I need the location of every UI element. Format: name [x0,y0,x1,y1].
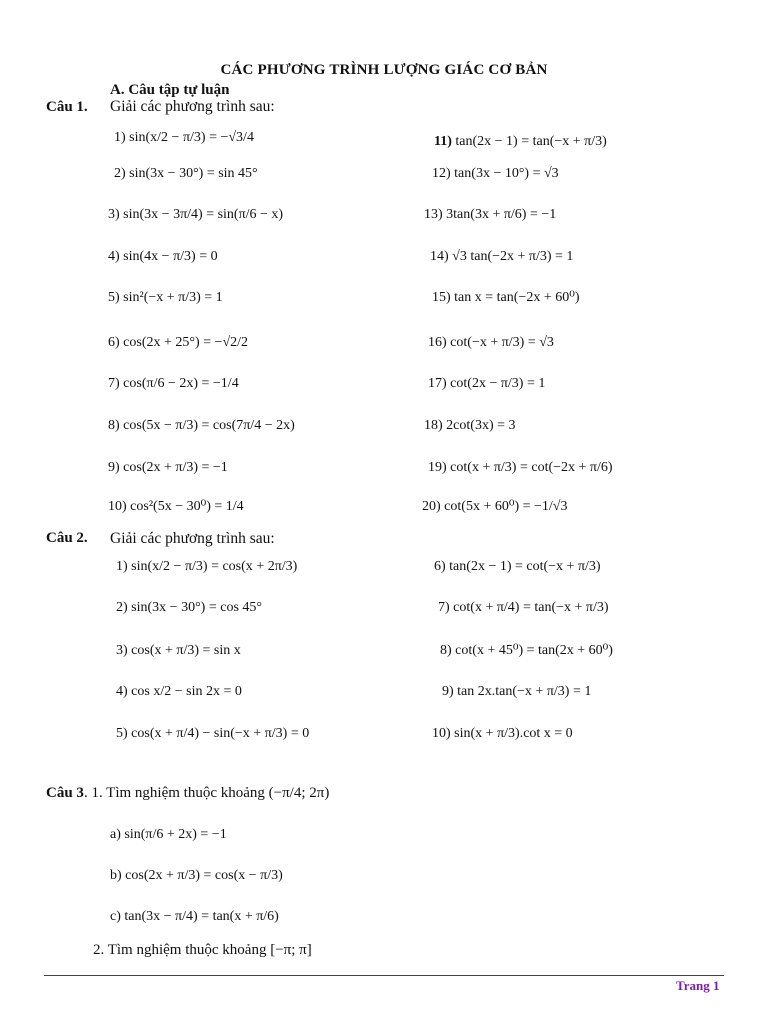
item-number: 20) [422,499,441,514]
item-number: 3) [116,643,128,658]
question-3-label: Câu 3 [46,785,84,801]
equation-item [438,598,609,618]
equation-item [108,374,239,394]
item-number: 8) [108,418,120,433]
equation-text: tan(2x − 1) = cot(−x + π/3) [449,559,601,574]
equation-text: sin(3x − 30°) = sin 45° [129,166,258,181]
equation-item [110,866,283,886]
question-3-part-2: 2. Tìm nghiệm thuộc khoảng [−π; π] [93,942,312,958]
equation-item [108,205,283,225]
equation-item [108,497,244,517]
item-number: 4) [116,684,128,699]
item-number: 1) [114,130,126,145]
equation-item [108,416,295,436]
item-number: 18) [424,418,443,433]
item-number: 10) [108,499,127,514]
equation-text: cos(x + π/4) − sin(−x + π/3) = 0 [131,726,310,741]
equation-text: tan(3x − π/4) = tan(x + π/6) [124,909,279,924]
item-number: 14) [430,249,449,264]
equation-text: cot(x + π/4) = tan(−x + π/3) [453,600,609,615]
equation-text: cot(x + 45⁰) = tan(2x + 60⁰) [455,643,613,658]
equation-item [116,641,241,661]
item-number: 10) [432,726,451,741]
equation-text: cot(−x + π/3) = √3 [450,335,554,350]
equation-text: sin(3x − 3π/4) = sin(π/6 − x) [123,207,284,222]
page-number: Trang 1 [676,978,720,993]
equation-text: √3 tan(−2x + π/3) = 1 [452,249,574,264]
section-heading: A. Câu tập tự luận [110,82,230,98]
equation-item [116,598,262,618]
item-number: 6) [434,559,446,574]
equation-text: cos(2x + π/3) = −1 [123,460,228,475]
item-number: 12) [432,166,451,181]
item-number: 11) [434,134,452,149]
equation-text: sin(x + π/3).cot x = 0 [454,726,573,741]
item-number: 4) [108,249,120,264]
equation-text: cot(x + π/3) = cot(−2x + π/6) [450,460,613,475]
equation-text: cos(x + π/3) = sin x [131,643,241,658]
question-3-part-1: . 1. Tìm nghiệm thuộc khoảng (−π/4; 2π) [83,785,330,801]
page-title: CÁC PHƯƠNG TRÌNH LƯỢNG GIÁC CƠ BẢN [220,62,548,78]
equation-text: tan(2x − 1) = tan(−x + π/3) [455,134,607,149]
equation-item [116,724,309,744]
equation-text: cos(5x − π/3) = cos(7π/4 − 2x) [123,418,295,433]
equation-text: tan 2x.tan(−x + π/3) = 1 [457,684,592,699]
equation-item [432,164,559,184]
equation-text: 3tan(3x + π/6) = −1 [446,207,557,222]
equation-text: tan(3x − 10°) = √3 [454,166,559,181]
question-3-heading [46,785,329,802]
question-1-intro: Giải các phương trình sau: [110,98,275,115]
item-number: 15) [432,290,451,305]
equation-item [424,205,556,225]
equation-item [442,682,591,702]
question-2-label: Câu 2. [46,530,88,546]
equation-item [116,682,242,702]
equation-text: cos²(5x − 30⁰) = 1/4 [130,499,244,514]
equation-item [428,374,545,394]
equation-item [114,128,254,148]
equation-text: 2cot(3x) = 3 [446,418,516,433]
item-number: 6) [108,335,120,350]
item-number: 5) [116,726,128,741]
item-number: a) [110,827,121,842]
equation-item [424,416,516,436]
equation-item [440,641,613,661]
item-number: 2) [114,166,126,181]
equation-item [110,907,279,927]
item-number: 2) [116,600,128,615]
question-1-label: Câu 1. [46,99,88,115]
item-number: 13) [424,207,443,222]
equation-text: sin(x/2 − π/3) = cos(x + 2π/3) [131,559,298,574]
equation-text: cos x/2 − sin 2x = 0 [131,684,242,699]
equation-item [108,288,223,308]
item-number: c) [110,909,121,924]
equation-item [116,557,297,577]
equation-text: cot(2x − π/3) = 1 [450,376,546,391]
equation-text: sin(x/2 − π/3) = −√3/4 [129,130,254,145]
equation-text: sin(π/6 + 2x) = −1 [124,827,227,842]
equation-item [110,825,227,845]
equation-item [108,458,228,478]
item-number: 17) [428,376,447,391]
equation-item [428,333,554,353]
item-number: 9) [108,460,120,475]
item-number: 19) [428,460,447,475]
equation-text: sin(4x − π/3) = 0 [123,249,218,264]
equation-text: cot(5x + 60⁰) = −1/√3 [444,499,568,514]
footer-divider [44,975,724,976]
equation-item [434,132,607,152]
equation-item [432,724,573,744]
item-number: 9) [442,684,454,699]
equation-text: sin²(−x + π/3) = 1 [123,290,223,305]
equation-item [432,288,580,308]
equation-item [428,458,613,478]
equation-item [430,247,573,267]
item-number: 8) [440,643,452,658]
item-number: 1) [116,559,128,574]
item-number: 7) [438,600,450,615]
item-number: 5) [108,290,120,305]
equation-item [114,164,258,184]
item-number: 7) [108,376,120,391]
equation-text: sin(3x − 30°) = cos 45° [131,600,262,615]
equation-item [108,333,248,353]
equation-text: cos(π/6 − 2x) = −1/4 [123,376,239,391]
question-2-intro: Giải các phương trình sau: [110,530,275,547]
equation-text: cos(2x + 25°) = −√2/2 [123,335,249,350]
item-number: 3) [108,207,120,222]
equation-text: cos(2x + π/3) = cos(x − π/3) [125,868,283,883]
equation-item [434,557,601,577]
item-number: 16) [428,335,447,350]
equation-text: tan x = tan(−2x + 60⁰) [454,290,580,305]
equation-item [422,497,567,517]
item-number: b) [110,868,122,883]
equation-item [108,247,218,267]
